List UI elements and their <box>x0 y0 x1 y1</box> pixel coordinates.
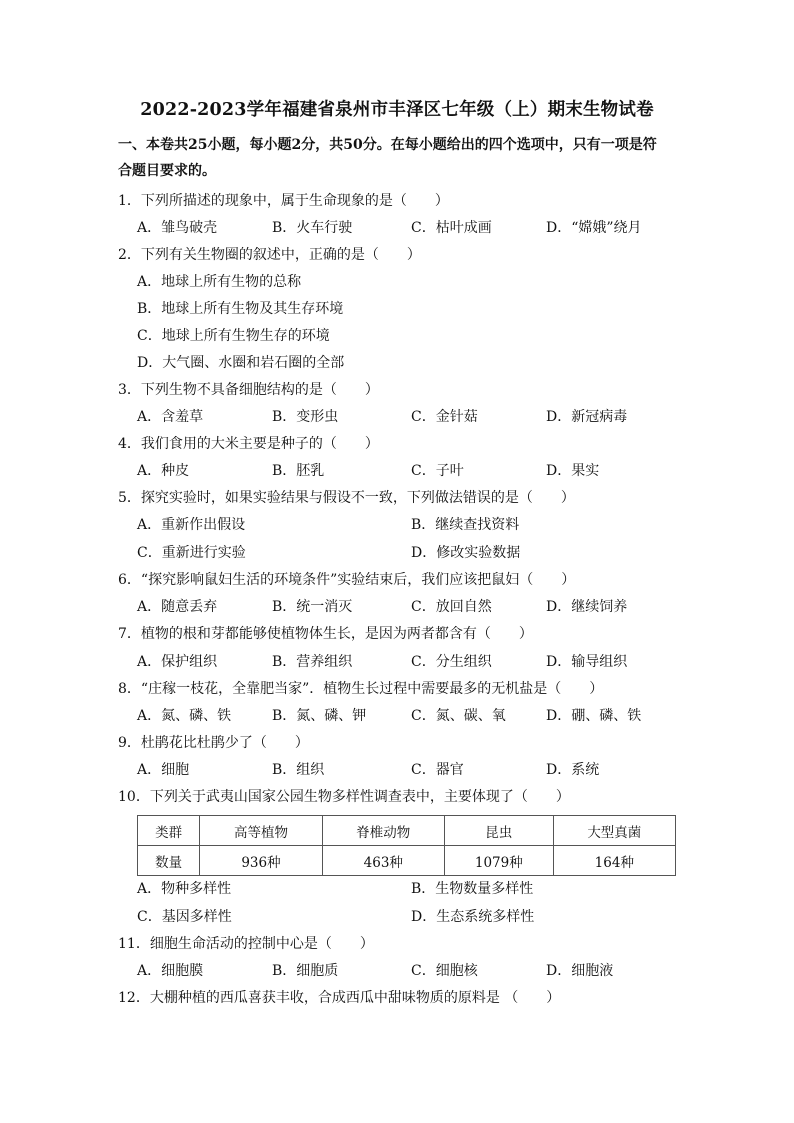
q6-option-c: C．放回自然 <box>411 599 492 615</box>
q4-option-b: B．胚乳 <box>272 463 325 479</box>
q6-option-a: A．随意丢弃 <box>137 599 218 615</box>
question-9: 9．杜鹃花比杜鹃少了（ ） <box>118 735 309 751</box>
q2-option-a: A．地球上所有生物的总称 <box>137 274 302 290</box>
table-cell: 164种 <box>553 846 675 876</box>
section-heading-line-2: 合题目要求的。 <box>118 163 216 179</box>
q4-option-d: D．果实 <box>546 463 600 479</box>
table-header-cell: 类群 <box>138 816 200 846</box>
q8-option-a: A．氮、磷、铁 <box>137 708 232 724</box>
q7-option-c: C．分生组织 <box>411 654 492 670</box>
table-cell: 1079种 <box>444 846 553 876</box>
table-cell: 936种 <box>200 846 322 876</box>
table-cell: 463种 <box>322 846 444 876</box>
q5-option-d: D．修改实验数据 <box>411 545 521 561</box>
question-11: 11．细胞生命活动的控制中心是（ ） <box>118 936 374 952</box>
table-header-cell: 大型真菌 <box>553 816 675 846</box>
q3-option-c: C．金针菇 <box>411 409 478 425</box>
q7-option-b: B．营养组织 <box>272 654 353 670</box>
q6-option-b: B．统一消灭 <box>272 599 353 615</box>
q11-option-a: A．细胞膜 <box>137 963 204 979</box>
q9-option-d: D．系统 <box>546 762 600 778</box>
question-8: 8．“庄稼一枝花，全靠肥当家”．植物生长过程中需要最多的无机盐是（ ） <box>118 681 604 697</box>
question-4: 4．我们食用的大米主要是种子的（ ） <box>118 436 379 452</box>
q4-option-a: A．种皮 <box>137 463 190 479</box>
q10-option-b: B．生物数量多样性 <box>411 881 534 897</box>
q4-option-c: C．子叶 <box>411 463 464 479</box>
q2-option-b: B．地球上所有生物及其生存环境 <box>137 301 344 317</box>
q7-option-a: A．保护组织 <box>137 654 218 670</box>
q1-option-b: B．火车行驶 <box>272 220 353 236</box>
q5-option-a: A．重新作出假设 <box>137 517 246 533</box>
question-6: 6．“探究影响鼠妇生活的环境条件”实验结束后，我们应该把鼠妇（ ） <box>118 572 576 588</box>
q2-option-c: C．地球上所有生物生存的环境 <box>137 328 330 344</box>
page-title: 2022-2023学年福建省泉州市丰泽区七年级（上）期末生物试卷 <box>140 100 654 120</box>
q10-option-c: C．基因多样性 <box>137 909 232 925</box>
q9-option-c: C．器官 <box>411 762 464 778</box>
table-row <box>138 846 676 876</box>
question-5: 5．探究实验时，如果实验结果与假设不一致，下列做法错误的是（ ） <box>118 490 575 506</box>
q6-option-d: D．继续饲养 <box>546 599 628 615</box>
section-heading-line-1: 一、本卷共25小题，每小题2分，共50分。在每小题给出的四个选项中，只有一项是符 <box>118 137 657 153</box>
section-heading <box>118 132 678 184</box>
q2-option-d: D．大气圈、水圈和岩石圈的全部 <box>137 355 345 371</box>
q9-option-a: A．细胞 <box>137 762 190 778</box>
q8-option-d: D．硼、磷、铁 <box>546 708 642 724</box>
q1-option-a: A．雏鸟破壳 <box>137 220 218 236</box>
table-cell: 数量 <box>138 846 200 876</box>
q1-option-c: C．枯叶成画 <box>411 220 492 236</box>
q10-option-d: D．生态系统多样性 <box>411 909 535 925</box>
q3-option-a: A．含羞草 <box>137 409 204 425</box>
biodiversity-table <box>137 815 676 876</box>
question-12: 12．大棚种植的西瓜喜获丰收，合成西瓜中甜味物质的原料是 （ ） <box>118 990 561 1006</box>
q11-option-d: D．细胞液 <box>546 963 614 979</box>
question-1: 1．下列所描述的现象中，属于生命现象的是（ ） <box>118 193 449 209</box>
q3-option-b: B．变形虫 <box>272 409 339 425</box>
q11-option-c: C．细胞核 <box>411 963 478 979</box>
table-header-cell: 脊椎动物 <box>322 816 444 846</box>
question-3: 3．下列生物不具备细胞结构的是（ ） <box>118 382 379 398</box>
question-10: 10．下列关于武夷山国家公园生物多样性调查表中，主要体现了（ ） <box>118 789 570 805</box>
question-2: 2．下列有关生物圈的叙述中，正确的是（ ） <box>118 247 421 263</box>
q7-option-d: D．输导组织 <box>546 654 628 670</box>
q5-option-c: C．重新进行实验 <box>137 545 246 561</box>
q11-option-b: B．细胞质 <box>272 963 339 979</box>
question-7: 7．植物的根和芽都能够使植物体生长，是因为两者都含有（ ） <box>118 626 533 642</box>
q8-option-c: C．氮、碳、氧 <box>411 708 506 724</box>
q8-option-b: B．氮、磷、钾 <box>272 708 367 724</box>
q5-option-b: B．继续查找资料 <box>411 517 520 533</box>
q1-option-d: D．“嫦娥”绕月 <box>546 220 642 236</box>
q3-option-d: D．新冠病毒 <box>546 409 628 425</box>
table-header-row <box>138 816 676 846</box>
table-header-cell: 高等植物 <box>200 816 322 846</box>
q10-option-a: A．物种多样性 <box>137 881 232 897</box>
table-header-cell: 昆虫 <box>444 816 553 846</box>
q9-option-b: B．组织 <box>272 762 325 778</box>
